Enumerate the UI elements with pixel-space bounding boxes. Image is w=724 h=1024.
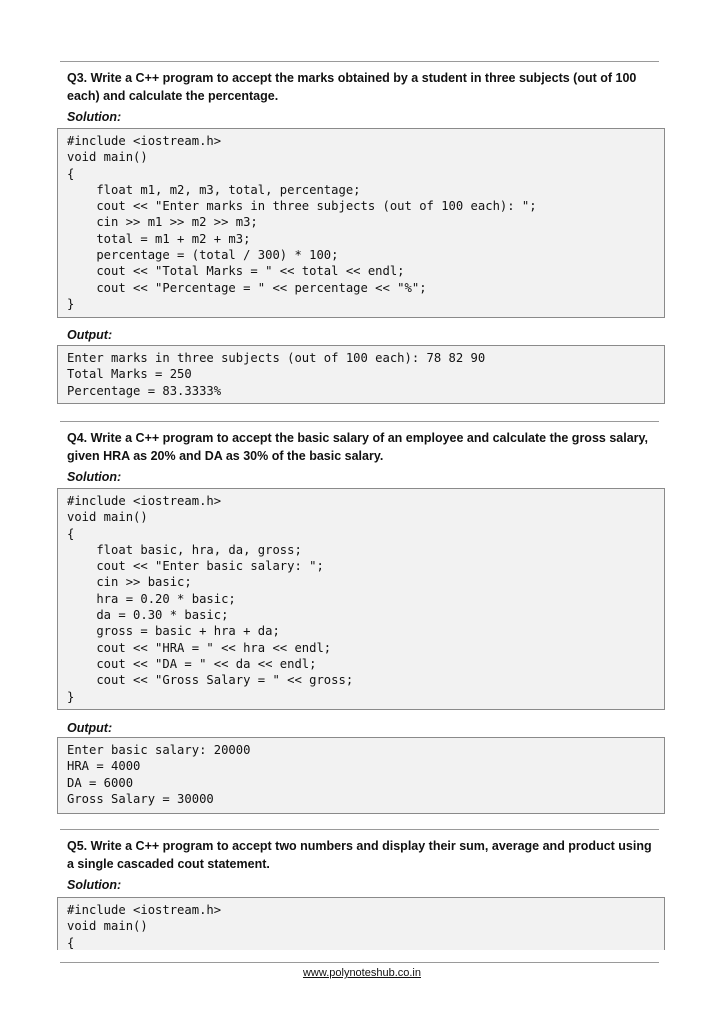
output-block-4 xyxy=(57,737,665,814)
footer-rule xyxy=(60,962,659,963)
code-block-3 xyxy=(57,128,665,318)
code-text-5: #include <iostream.h> void main() { xyxy=(67,903,222,950)
top-rule xyxy=(60,61,659,62)
code-block-5 xyxy=(57,897,665,950)
question-3: Q3. Write a C++ program to accept the marks obtained by a student in three subjects (out of 100 each) and calculate the percentage. xyxy=(67,71,637,103)
question-4: Q4. Write a C++ program to accept the basic salary of an employee and calculate the gross salary, given HRA as 20% and DA as 30% of the basic salary. xyxy=(67,431,649,463)
solution-label-3: Solution: xyxy=(67,110,122,124)
divider-rule-1 xyxy=(60,421,659,422)
question-5: Q5. Write a C++ program to accept two numbers and display their sum, average and product using a single cascaded cout statement. xyxy=(67,839,652,871)
output-text-4: Enter basic salary: 20000 HRA = 4000 DA = 6000 Gross Salary = 30000 xyxy=(67,743,251,806)
output-label-4: Output: xyxy=(67,721,113,735)
code-block-4 xyxy=(57,488,665,710)
solution-label-4: Solution: xyxy=(67,470,122,484)
divider-rule-2 xyxy=(60,829,659,830)
code-text-3: #include <iostream.h> void main() { float m1, m2, m3, total, percentage; cout << "Enter marks in three subjects (out of 100 each): "; cin >> m1 >> m2 >> m3; total = m1 + m2 + m3; percentage = (total / 300) * 100; cout << "Total Marks = " << total << endl; cout << "Percentage = " << percentage << "%"; } xyxy=(67,134,537,311)
output-label-3: Output: xyxy=(67,328,113,342)
output-block-3 xyxy=(57,345,665,404)
code-text-4: #include <iostream.h> void main() { float basic, hra, da, gross; cout << "Enter basic salary: "; cin >> basic; hra = 0.20 * basic; da = 0.30 * basic; gross = basic + hra + da; cout << "HRA = " << hra << endl; cout << "DA = " << da << endl; cout << "Gross Salary = " << gross; } xyxy=(67,494,354,704)
output-text-3: Enter marks in three subjects (out of 100 each): 78 82 90 Total Marks = 250 Percentage = 83.3333% xyxy=(67,351,486,398)
solution-label-5: Solution: xyxy=(67,878,122,892)
footer-link[interactable]: www.polynoteshub.co.in xyxy=(302,967,421,979)
